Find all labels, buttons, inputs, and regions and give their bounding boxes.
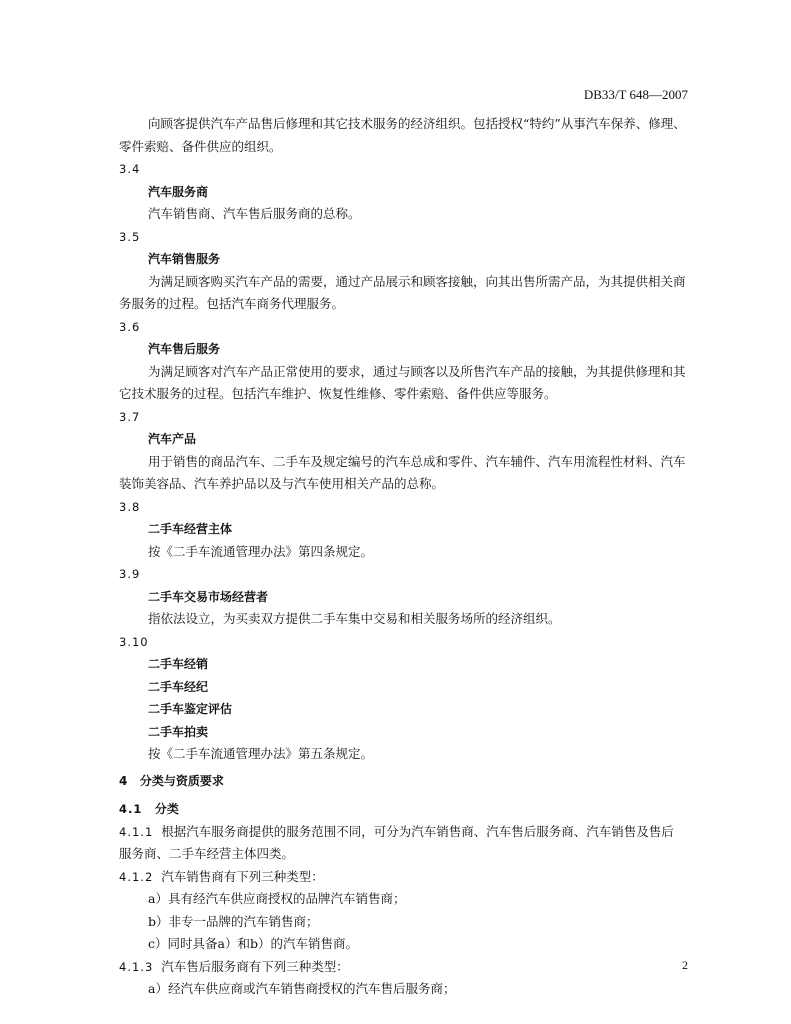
term-title: 二手车经纪	[148, 679, 209, 694]
term-definition: 汽车销售商、汽车售后服务商的总称。	[148, 206, 361, 221]
term-title: 二手车拍卖	[148, 724, 209, 739]
paragraph-line: 零件索赔、备件供应的组织。	[119, 138, 282, 154]
clause-text: 根据汽车服务商提供的服务范围不同，可分为汽车销售商、汽车售后服务商、汽车销售及售后	[161, 823, 674, 839]
term-title: 二手车鉴定评估	[148, 702, 233, 716]
clause-number: 3.5	[119, 229, 141, 244]
term-definition: 按《二手车流通管理办法》第五条规定。	[148, 746, 374, 761]
clause-paragraph	[119, 821, 689, 844]
term-title: 汽车销售服务	[148, 252, 221, 266]
section-number: 4	[119, 773, 128, 788]
section-heading	[119, 770, 689, 793]
term-definition: 它技术服务的过程。包括汽车维护、恢复性维修、零件索赔、备件供应等服务。	[119, 386, 557, 401]
term-title: 二手车经销	[148, 657, 209, 671]
clause-text: 服务商、二手车经营主体四类。	[119, 846, 295, 861]
term-title: 汽车产品	[148, 432, 197, 446]
clause-number: 4.1.1	[119, 824, 154, 839]
list-item: c）同时具备a）和b）的汽车销售商。	[148, 936, 358, 951]
list-item: a）经汽车供应商或汽车销售商授权的汽车售后服务商；	[148, 981, 456, 996]
term-definition: 指依法设立，为买卖双方提供二手车集中交易和相关服务场所的经济组织。	[148, 611, 561, 626]
term-definition: 务服务的过程。包括汽车商务代理服务。	[119, 296, 345, 311]
page-number: 2	[682, 958, 688, 972]
subsection-number: 4.1	[119, 802, 143, 816]
clause-number: 3.10	[119, 634, 149, 649]
clause-number: 4.1.3	[119, 959, 154, 974]
paragraph-line: 向顾客提供汽车产品售后修理和其它技术服务的经济组织。包括授权“特约”从事汽车保养、修理、	[148, 116, 686, 131]
term-title: 汽车服务商	[148, 184, 209, 199]
section-title: 分类与资质要求	[139, 773, 224, 788]
subsection-title: 分类	[154, 802, 179, 816]
document-body	[119, 113, 689, 1001]
clause-number: 3.9	[119, 567, 141, 581]
clause-text: 汽车售后服务商有下列三种类型：	[161, 958, 349, 974]
term-title: 二手车交易市场经营者	[148, 589, 269, 604]
list-item: b）非专一品牌的汽车销售商；	[148, 913, 319, 929]
clause-paragraph	[119, 866, 689, 889]
term-definition: 为满足顾客对汽车产品正常使用的要求，通过与顾客以及所售汽车产品的接触，为其提供修理和其	[148, 363, 686, 379]
clause-number: 3.7	[119, 409, 141, 424]
subsection-heading	[119, 798, 689, 821]
clause-paragraph	[119, 956, 689, 979]
term-definition: 按《二手车流通管理办法》第四条规定。	[148, 543, 374, 559]
clause-text: 汽车销售商有下列三种类型：	[161, 868, 324, 884]
term-title: 汽车售后服务	[148, 342, 221, 356]
clause-number: 3.6	[119, 319, 141, 334]
list-item: a）具有经汽车供应商授权的品牌汽车销售商；	[148, 891, 406, 906]
term-definition: 装饰美容品、汽车养护品以及与汽车使用相关产品的总称。	[119, 476, 445, 491]
document-code-header: DB33/T 648—2007	[583, 87, 688, 102]
clause-number: 4.1.2	[119, 869, 154, 884]
clause-number: 3.4	[119, 162, 141, 176]
clause-number: 3.8	[119, 499, 141, 514]
term-definition: 为满足顾客购买汽车产品的需要，通过产品展示和顾客接触，向其出售所需产品，为其提供相关商	[148, 273, 686, 289]
term-definition: 用于销售的商品汽车、二手车及规定编号的汽车总成和零件、汽车辅件、汽车用流程性材料、汽车	[148, 453, 686, 469]
term-title: 二手车经营主体	[148, 522, 233, 536]
